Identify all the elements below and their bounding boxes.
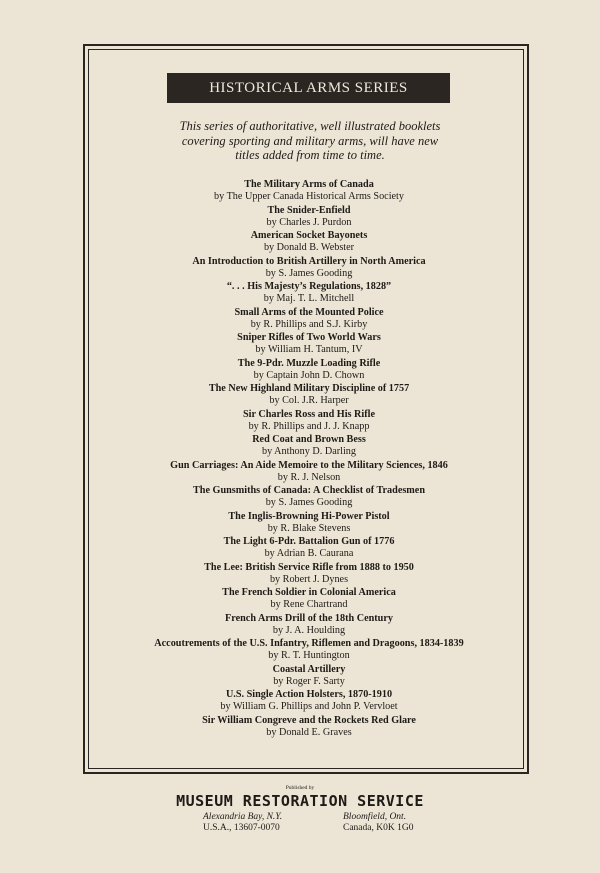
book-entry [86, 331, 532, 357]
book-title: Accoutrements of the U.S. Infantry, Riflemen and Dragoons, 1834-1839 [154, 638, 464, 649]
published-by-label: Published by [285, 785, 315, 791]
book-entry [86, 688, 532, 714]
book-entry [86, 382, 532, 408]
book-entry [86, 357, 532, 383]
book-author: by R. Blake Stevens [267, 522, 351, 534]
publisher-address-us [203, 812, 353, 834]
book-list [86, 178, 532, 739]
book-entry [86, 535, 532, 561]
book-entry [86, 229, 532, 255]
book-title: Small Arms of the Mounted Police [234, 306, 384, 318]
book-title: The Snider-Enfield [267, 204, 351, 216]
book-author: by S. James Gooding [265, 497, 353, 508]
intro-line: titles added from time to time. [235, 148, 385, 162]
book-author: by Maj. T. L. Mitchell [263, 293, 355, 304]
book-author: by Anthony D. Darling [262, 446, 356, 457]
series-title-banner: HISTORICAL ARMS SERIES [167, 73, 450, 103]
book-author: by The Upper Canada Historical Arms Society [214, 191, 404, 202]
book-author: by William G. Phillips and John P. Vervloet [220, 701, 398, 712]
book-author: by Captain John D. Chown [253, 369, 365, 381]
book-title: An Introduction to British Artillery in North America [192, 255, 426, 267]
book-title: Red Coat and Brown Bess [252, 434, 366, 445]
book-entry [86, 586, 532, 612]
publisher-name: MUSEUM RESTORATION SERVICE [176, 792, 424, 810]
book-title: Sir William Congreve and the Rockets Red Glare [202, 714, 416, 726]
book-entry [86, 306, 532, 332]
book-title: The Inglis-Browning Hi-Power Pistol [228, 510, 390, 522]
publisher-address-canada [343, 812, 493, 834]
book-entry [86, 637, 532, 663]
intro-line: This series of authoritative, well illustrated booklets [179, 119, 441, 133]
book-title: The Gunsmiths of Canada: A Checklist of Tradesmen [193, 485, 425, 496]
book-title: “. . . His Majesty’s Regulations, 1828” [226, 281, 392, 292]
book-title: American Socket Bayonets [250, 230, 368, 241]
book-title: The New Highland Military Discipline of 1757 [208, 383, 410, 394]
book-entry [86, 178, 532, 204]
book-author: by R. J. Nelson [277, 471, 341, 483]
book-author: by Donald B. Webster [263, 242, 355, 253]
book-author: by Roger F. Sarty [273, 675, 345, 687]
book-entry [86, 280, 532, 306]
address-postal: U.S.A., 13607-0070 [203, 823, 280, 833]
book-author: by R. Phillips and S.J. Kirby [250, 318, 368, 330]
intro-line: covering sporting and military arms, will have new [181, 133, 439, 148]
address-city: Bloomfield, Ont. [343, 812, 407, 822]
book-author: by R. Phillips and J. J. Knapp [248, 420, 370, 432]
book-entry [86, 255, 532, 281]
book-author: by Rene Chartrand [270, 599, 348, 610]
book-author: by J. A. Houlding [272, 624, 346, 636]
book-entry [86, 612, 532, 638]
book-title: Sniper Rifles of Two World Wars [237, 332, 381, 343]
book-author: by S. James Gooding [265, 267, 353, 279]
book-title: French Arms Drill of the 18th Century [225, 612, 393, 624]
book-author: by Robert J. Dynes [269, 573, 349, 585]
book-title: The 9-Pdr. Muzzle Loading Rifle [237, 357, 381, 369]
book-entry [86, 561, 532, 587]
book-title: The Lee: British Service Rifle from 1888 to 1950 [204, 561, 414, 573]
book-title: Gun Carriages: An Aide Memoire to the Military Sciences, 1846 [170, 459, 448, 471]
book-title: The Light 6-Pdr. Battalion Gun of 1776 [223, 536, 395, 547]
book-author: by R. T. Huntington [268, 650, 350, 661]
book-entry [86, 204, 532, 230]
book-entry [86, 510, 532, 536]
book-title: Sir Charles Ross and His Rifle [243, 408, 375, 420]
intro-text [110, 119, 510, 163]
book-author: by Col. J.R. Harper [269, 395, 349, 406]
book-entry [86, 459, 532, 485]
book-author: by Adrian B. Caurana [264, 548, 354, 559]
book-entry [86, 714, 532, 740]
book-title: U.S. Single Action Holsters, 1870-1910 [225, 689, 393, 700]
book-title: The Military Arms of Canada [244, 179, 374, 190]
address-postal: Canada, K0K 1G0 [343, 823, 414, 833]
book-entry [86, 408, 532, 434]
book-title: The French Soldier in Colonial America [222, 587, 396, 598]
book-entry [86, 484, 532, 510]
book-title: Coastal Artillery [272, 663, 346, 675]
address-city: Alexandria Bay, N.Y. [203, 812, 283, 822]
book-author: by Charles J. Purdon [266, 216, 352, 228]
book-entry [86, 663, 532, 689]
book-author: by William H. Tantum, IV [255, 344, 363, 355]
book-author: by Donald E. Graves [266, 726, 352, 738]
book-entry [86, 433, 532, 459]
